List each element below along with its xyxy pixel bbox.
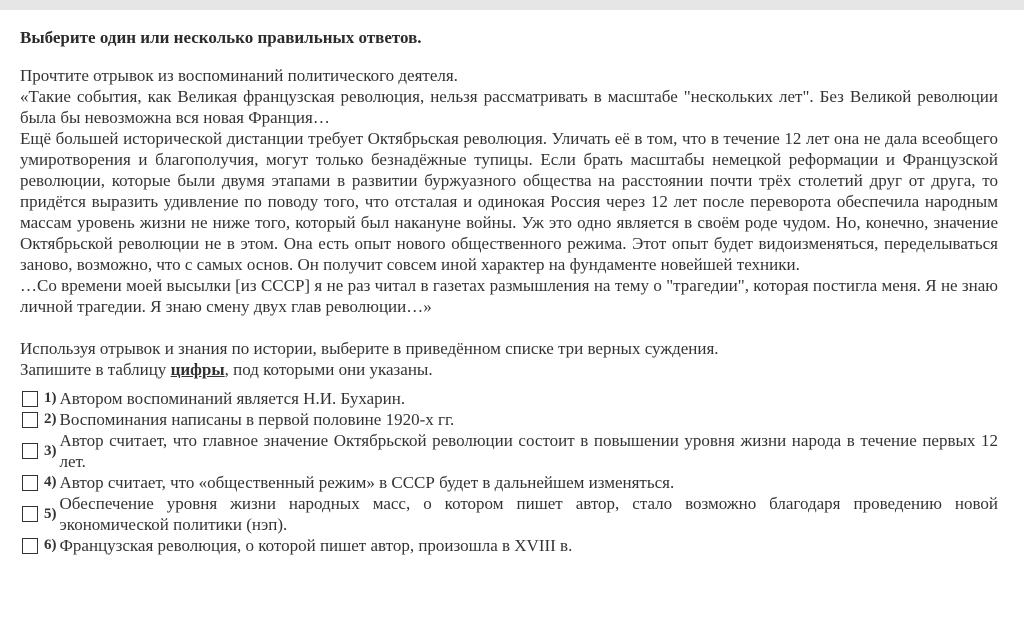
answer-options [20,388,998,556]
source-quote-part-1: «Такие события, как Великая французская революция, нельзя рассматривать в масштабе "нескольких лет". Без Великой революции была бы невозможна вся новая Франция… [20,87,998,127]
top-bar [0,0,1024,10]
option-checkbox-2[interactable] [22,412,38,428]
option-checkbox-4[interactable] [22,475,38,491]
answer-option-6[interactable] [20,535,998,556]
source-quote-part-3: …Со времени моей высылки [из СССР] я не раз читал в газетах размышления на тему о "трагедии", которая постигла меня. Я не знаю личной трагедии. Я знаю смену двух глав революции…» [20,276,998,316]
option-number: 1) [44,390,57,406]
question-instruction: Выберите один или несколько правильных ответов. [20,28,422,47]
task-answer-instruction: Запишите в таблицу цифры, под которыми они указаны. [20,360,433,379]
source-quote-part-2: Ещё большей исторической дистанции требует Октябрьская революция. Уличать её в том, что в течение 12 лет она не дала всеобщего умиротворения и благополучия, могут только безнадёжные тупицы. Если брать масштабы немецкой реформации и Французской революции, которые были двумя этапами в развитии буржуазного общества на расстоянии почти трёх столетий друг от друга, то придётся выразить удивление по поводу того, что отсталая и одинокая Россия через 12 лет после переворота обеспечила народным массам уровень жизни не ниже того, который был накануне войны. Уж это одно является в своём роде чудом. Но, конечно, значение Октябрьской революции не в этом. Она есть опыт нового общественного режима. Этот опыт будет видоизменяться, переделываться заново, возможно, что с самых основ. Он получит совсем иной характер на фундаменте новейшей техники. [20,129,998,274]
option-number: 2) [44,411,57,427]
option-text: Обеспечение уровня жизни народных масс, о котором пишет автор, стало возможно благодаря проведению новой экономической политики (нэп). [59,494,998,534]
digits-emphasis: цифры [170,360,225,379]
question-content [0,10,1024,556]
option-text: Французская революция, о которой пишет автор, произошла в XVIII в. [59,536,573,555]
task-text: Используя отрывок и знания по истории, выберите в приведённом списке три верных суждения. [20,339,719,358]
option-number: 6) [44,537,57,553]
answer-option-2[interactable] [20,409,998,430]
option-text: Автор считает, что главное значение Октябрьской революции состоит в повышении уровня жизни народа в течение первых 12 лет. [59,431,998,471]
answer-option-5[interactable] [20,493,998,535]
option-text: Воспоминания написаны в первой половине 1920-х гг. [59,410,455,429]
option-checkbox-6[interactable] [22,538,38,554]
answer-option-3[interactable] [20,430,998,472]
option-number: 5) [44,505,57,522]
answer-option-4[interactable] [20,472,998,493]
option-number: 4) [44,474,57,490]
option-text: Автор считает, что «общественный режим» в СССР будет в дальнейшем изменяться. [59,473,675,492]
option-text: Автором воспоминаний является Н.И. Бухарин. [59,389,406,408]
option-checkbox-5[interactable] [22,506,38,522]
answer-option-1[interactable] [20,388,998,409]
option-checkbox-1[interactable] [22,391,38,407]
option-checkbox-3[interactable] [22,443,38,459]
option-number: 3) [44,442,57,459]
source-intro: Прочтите отрывок из воспоминаний политического деятеля. [20,66,458,85]
